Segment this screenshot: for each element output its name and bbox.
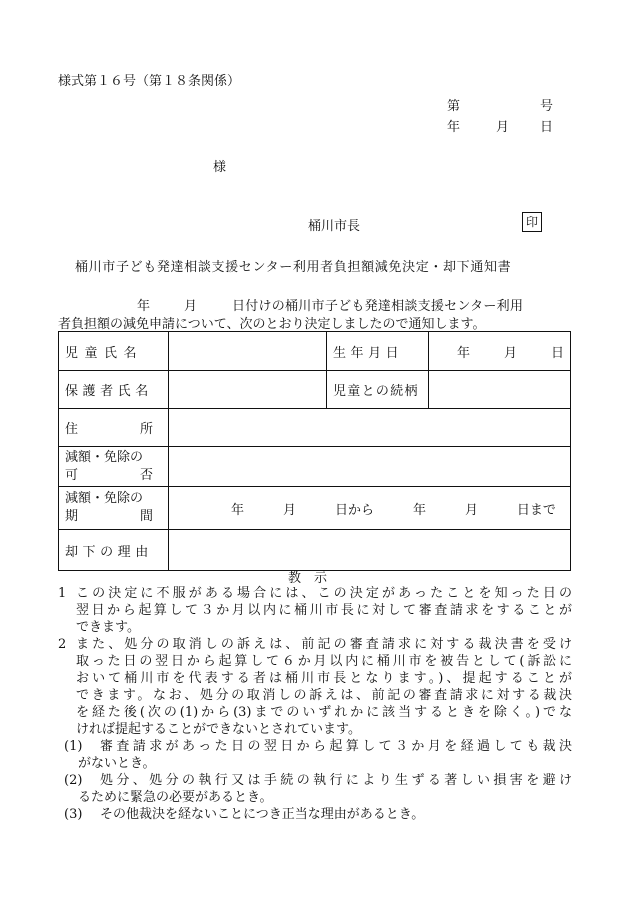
doc-number-label: 第 bbox=[447, 99, 461, 114]
approval-label: 減額・免除の 可 否 bbox=[59, 447, 169, 487]
row-rejection bbox=[59, 530, 571, 571]
birth-day-label: 日 bbox=[550, 345, 564, 361]
date-day: 日 bbox=[540, 120, 554, 135]
instruction-sub-2: (2) 処分、処分の執行又は手続の執行により生ずる著しい損害を避け るために緊急の必要があるとき。 bbox=[64, 773, 572, 805]
instruction-sub-1: (1) 審査請求があった日の翌日から起算して３か月を経過しても裁決 がないとき。 bbox=[64, 739, 572, 771]
row-address bbox=[59, 409, 571, 447]
instruction-sub-3: (3) その他裁決を経ないことにつき正当な理由があるとき。 bbox=[64, 807, 425, 822]
birth-year-label: 年 bbox=[457, 345, 471, 361]
from-day: 日から bbox=[334, 502, 374, 518]
child-name-field[interactable] bbox=[169, 332, 327, 371]
row-child bbox=[59, 332, 571, 371]
form-number: 様式第１６号（第１８条関係） bbox=[58, 74, 241, 89]
relation-field[interactable] bbox=[429, 371, 571, 409]
instruction-body bbox=[58, 585, 572, 823]
addressee-suffix: 様 bbox=[213, 160, 227, 175]
address-field[interactable] bbox=[169, 409, 571, 447]
intro-year: 年 bbox=[137, 299, 151, 314]
intro-line2: 者負担額の減免申請について、次のとおり決定しましたので通知します。 bbox=[58, 317, 486, 332]
issuer-name: 桶川市長 bbox=[308, 219, 361, 234]
instruction-heading: 教 示 bbox=[288, 571, 328, 586]
guardian-name-label: 保護者氏名 bbox=[59, 371, 169, 409]
period-field[interactable] bbox=[169, 487, 571, 530]
row-approval bbox=[59, 447, 571, 487]
guardian-name-field[interactable] bbox=[169, 371, 327, 409]
to-year: 年 bbox=[412, 502, 426, 518]
rejection-reason-label: 却下の理由 bbox=[59, 530, 169, 571]
doc-number-suffix: 号 bbox=[540, 99, 554, 114]
date-month: 月 bbox=[496, 120, 510, 135]
from-year: 年 bbox=[231, 502, 245, 518]
child-name-label: 児童氏名 bbox=[59, 332, 169, 371]
from-month: 月 bbox=[282, 502, 296, 518]
approval-field[interactable] bbox=[169, 447, 571, 487]
intro-month: 月 bbox=[184, 299, 198, 314]
period-label: 減額・免除の 期 間 bbox=[59, 487, 169, 530]
seal-mark: 印 bbox=[522, 212, 542, 232]
intro-line1: 日付けの桶川市子ども発達相談支援センター利用 bbox=[232, 299, 524, 314]
row-guardian bbox=[59, 371, 571, 409]
rejection-reason-field[interactable] bbox=[169, 530, 571, 571]
document-title: 桶川市子ども発達相談支援センター利用者負担額減免決定・却下通知書 bbox=[75, 260, 512, 275]
birth-month-label: 月 bbox=[503, 345, 517, 361]
date-year: 年 bbox=[447, 120, 461, 135]
decision-table bbox=[58, 331, 571, 571]
birth-date-field[interactable] bbox=[429, 332, 571, 371]
to-day: 日まで bbox=[516, 502, 556, 518]
instruction-item-2: 2 また、処分の取消しの訴えは、前記の審査請求に対する裁決書を受け 取った日の翌日から起算して６か月以内に桶川市を被告として(訴訟に おいて桶川市を代表する者は桶川市長となります。)、提起することが できます。なお、処分の取消しの訴えは、前記の審査請求に対する裁決 を経た後(次の(1)から(3)までのいずれかに該当するときを除く。)でな ければ提起することができないとされています。 bbox=[58, 637, 572, 737]
address-label: 住 所 bbox=[59, 409, 169, 447]
instruction-item-1: 1 この決定に不服がある場合には、この決定があったことを知った日の 翌日から起算して３か月以内に桶川市長に対して審査請求をすることが できます。 bbox=[58, 586, 572, 635]
row-period bbox=[59, 487, 571, 530]
to-month: 月 bbox=[464, 502, 478, 518]
relation-label: 児童との続柄 bbox=[327, 371, 429, 409]
birth-date-label: 生年月日 bbox=[327, 332, 429, 371]
